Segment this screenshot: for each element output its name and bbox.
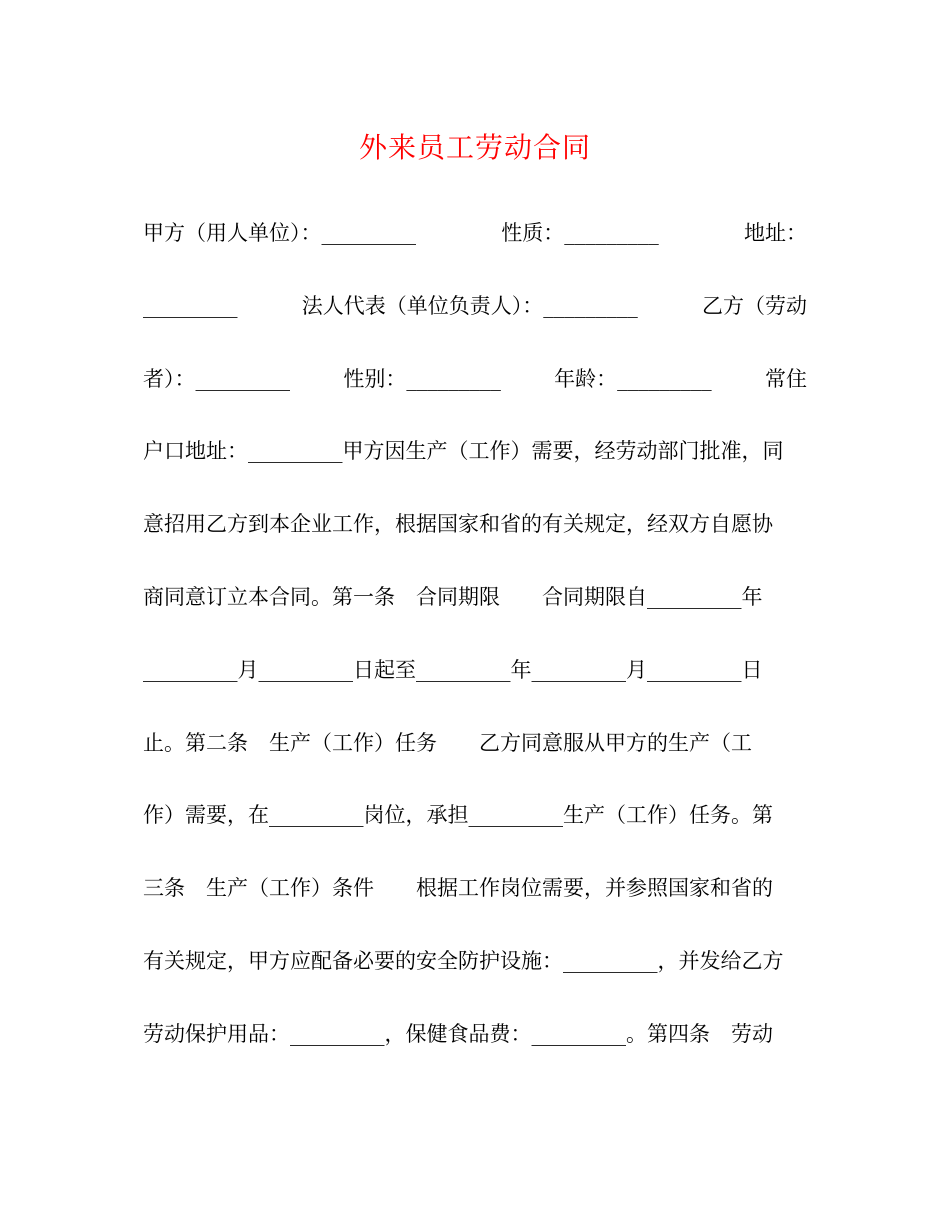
text-line-12: 劳动保护用品：_________，保健食品费：_________。第四条 劳动 xyxy=(143,1021,773,1046)
address-blank: _________ xyxy=(143,293,238,318)
gender-field: 性别：_________ xyxy=(343,366,501,391)
address-label: 地址： xyxy=(744,221,807,245)
text-line-1 xyxy=(143,212,807,285)
text-line-2 xyxy=(143,285,807,358)
text-line-7: _________月_________日起至_________年_________月_________日 xyxy=(143,657,763,682)
residence-label: 常住 xyxy=(764,366,807,391)
party-b-label: 乙方（劳动 xyxy=(702,293,807,318)
party-a-field: 甲方（用人单位）：_________ xyxy=(143,221,416,245)
age-field: 年龄：_________ xyxy=(554,366,712,391)
text-line-3 xyxy=(143,358,807,431)
text-line-8: 止。第二条 生产（工作）任务 乙方同意服从甲方的生产（工 xyxy=(143,730,752,755)
text-line-11: 有关规定，甲方应配备必要的安全防护设施：_________，并发给乙方 xyxy=(143,948,784,973)
party-b-blank: 者）：_________ xyxy=(143,366,290,391)
text-line-6: 商同意订立本合同。第一条 合同期限 合同期限自_________年 xyxy=(143,584,763,609)
text-line-9: 作）需要，在_________岗位，承担_________生产（工作）任务。第 xyxy=(143,803,773,828)
contract-body xyxy=(143,212,807,1086)
legal-rep-field: 法人代表（单位负责人）：_________ xyxy=(301,293,638,318)
text-line-5: 意招用乙方到本企业工作，根据国家和省的有关规定，经双方自愿协 xyxy=(143,512,773,537)
text-line-4: 户口地址：_________甲方因生产（工作）需要，经劳动部门批准，同 xyxy=(143,439,784,464)
text-line-10: 三条 生产（工作）条件 根据工作岗位需要，并参照国家和省的 xyxy=(143,876,773,901)
nature-field: 性质：_________ xyxy=(501,221,659,245)
document-title: 外来员工劳动合同 xyxy=(358,131,591,164)
